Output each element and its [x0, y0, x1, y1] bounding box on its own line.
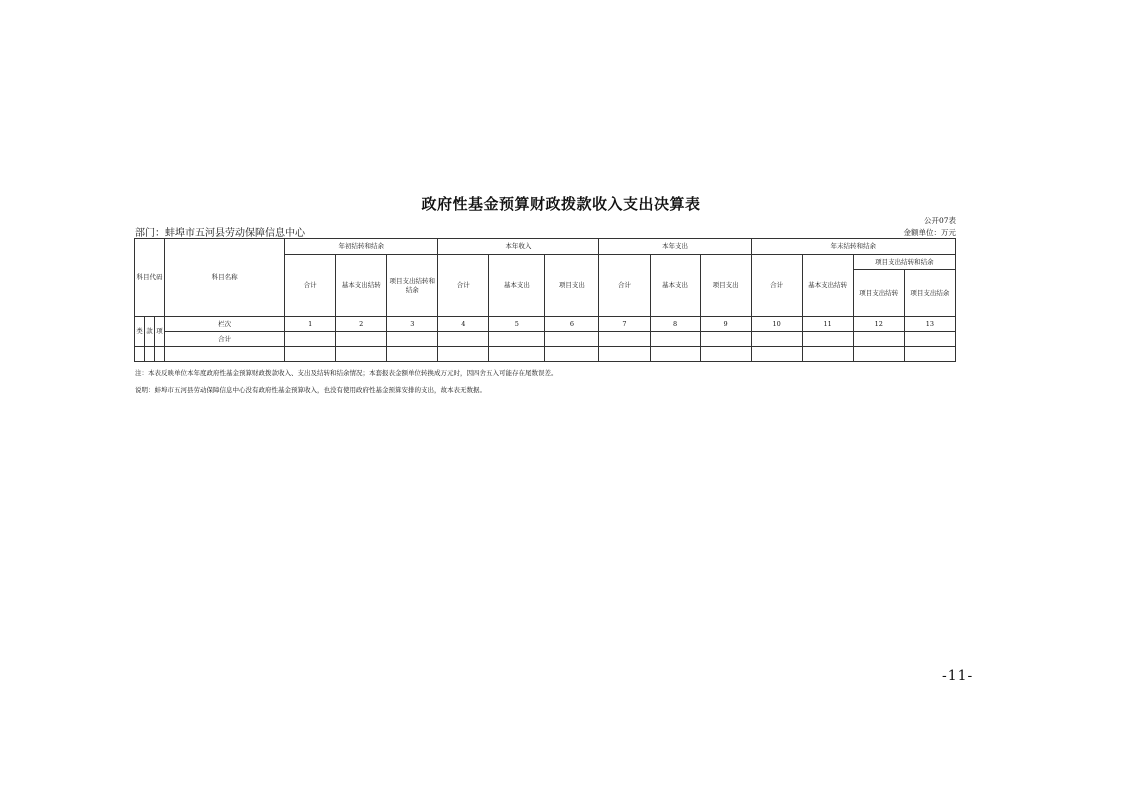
code-section-cell: 款 — [145, 317, 155, 347]
column-number-cell: 10 — [751, 317, 802, 332]
row-label-cell: 栏次 — [165, 317, 285, 332]
column-number-cell: 13 — [904, 317, 955, 332]
empty-cell — [336, 347, 387, 362]
income-basic-header: 基本支出 — [489, 255, 545, 317]
data-cell — [650, 332, 700, 347]
column-number-cell: 9 — [700, 317, 751, 332]
empty-cell — [650, 347, 700, 362]
current-income-header: 本年收入 — [438, 239, 599, 255]
closing-basic-header: 基本支出结转 — [802, 255, 853, 317]
amount-unit-label: 金额单位：万元 — [903, 228, 956, 237]
empty-cell — [904, 347, 955, 362]
data-cell — [489, 332, 545, 347]
opening-project-header: 项目支出结转和结余 — [387, 255, 438, 317]
data-cell — [438, 332, 489, 347]
closing-project-group-header: 项目支出结转和结余 — [853, 255, 955, 270]
empty-cell — [285, 347, 336, 362]
empty-cell — [853, 347, 904, 362]
total-row — [135, 332, 956, 347]
expense-basic-header: 基本支出 — [650, 255, 700, 317]
closing-total-header: 合计 — [751, 255, 802, 317]
department-label: 部门：蚌埠市五河县劳动保障信息中心 — [135, 228, 305, 239]
column-number-cell: 1 — [285, 317, 336, 332]
opening-balance-header: 年初结转和结余 — [285, 239, 438, 255]
code-class-cell: 类 — [135, 317, 145, 347]
empty-cell — [545, 347, 599, 362]
income-project-header: 项目支出 — [545, 255, 599, 317]
opening-basic-header: 基本支出结转 — [336, 255, 387, 317]
closing-balance-header: 年末结转和结余 — [751, 239, 955, 255]
column-number-cell: 3 — [387, 317, 438, 332]
empty-cell — [135, 347, 145, 362]
empty-cell — [387, 347, 438, 362]
subject-name-header: 科目名称 — [165, 239, 285, 317]
empty-cell — [700, 347, 751, 362]
empty-cell — [751, 347, 802, 362]
column-number-cell: 5 — [489, 317, 545, 332]
opening-total-header: 合计 — [285, 255, 336, 317]
empty-cell — [802, 347, 853, 362]
column-number-cell: 8 — [650, 317, 700, 332]
data-cell — [545, 332, 599, 347]
form-number: 公开07表 — [923, 216, 956, 225]
footnote: 注：本表反映单位本年度政府性基金预算财政拨款收入、支出及结转和结余情况；本套报表金额单位转换成万元时，因四舍五入可能存在尾数误差。 — [135, 369, 558, 377]
income-total-header: 合计 — [438, 255, 489, 317]
code-item-cell: 项 — [155, 317, 165, 347]
data-cell — [599, 332, 650, 347]
column-number-row — [135, 317, 956, 332]
current-expense-header: 本年支出 — [599, 239, 751, 255]
column-number-cell: 6 — [545, 317, 599, 332]
empty-cell — [599, 347, 650, 362]
header-row-1 — [135, 239, 956, 255]
closing-project-carry-header: 项目支出结转 — [853, 270, 904, 317]
empty-cell — [155, 347, 165, 362]
page-number: -11- — [942, 668, 974, 684]
column-number-cell: 7 — [599, 317, 650, 332]
expense-total-header: 合计 — [599, 255, 650, 317]
column-number-cell: 2 — [336, 317, 387, 332]
empty-cell — [438, 347, 489, 362]
empty-row — [135, 347, 956, 362]
data-cell — [904, 332, 955, 347]
empty-cell — [165, 347, 285, 362]
data-cell — [802, 332, 853, 347]
data-cell — [285, 332, 336, 347]
column-number-cell: 12 — [853, 317, 904, 332]
explanation-note: 说明：蚌埠市五河县劳动保障信息中心没有政府性基金预算收入，也没有使用政府性基金预算安排的支出，故本表无数据。 — [135, 386, 486, 394]
subject-code-header: 科目代码 — [135, 239, 165, 317]
empty-cell — [145, 347, 155, 362]
expense-project-header: 项目支出 — [700, 255, 751, 317]
report-title: 政府性基金预算财政拨款收入支出决算表 — [421, 195, 701, 213]
column-number-cell: 11 — [802, 317, 853, 332]
data-cell — [387, 332, 438, 347]
total-label-cell: 合计 — [165, 332, 285, 347]
data-cell — [751, 332, 802, 347]
data-cell — [853, 332, 904, 347]
closing-project-balance-header: 项目支出结余 — [904, 270, 955, 317]
empty-cell — [489, 347, 545, 362]
budget-table — [134, 238, 956, 362]
data-cell — [336, 332, 387, 347]
data-cell — [700, 332, 751, 347]
column-number-cell: 4 — [438, 317, 489, 332]
